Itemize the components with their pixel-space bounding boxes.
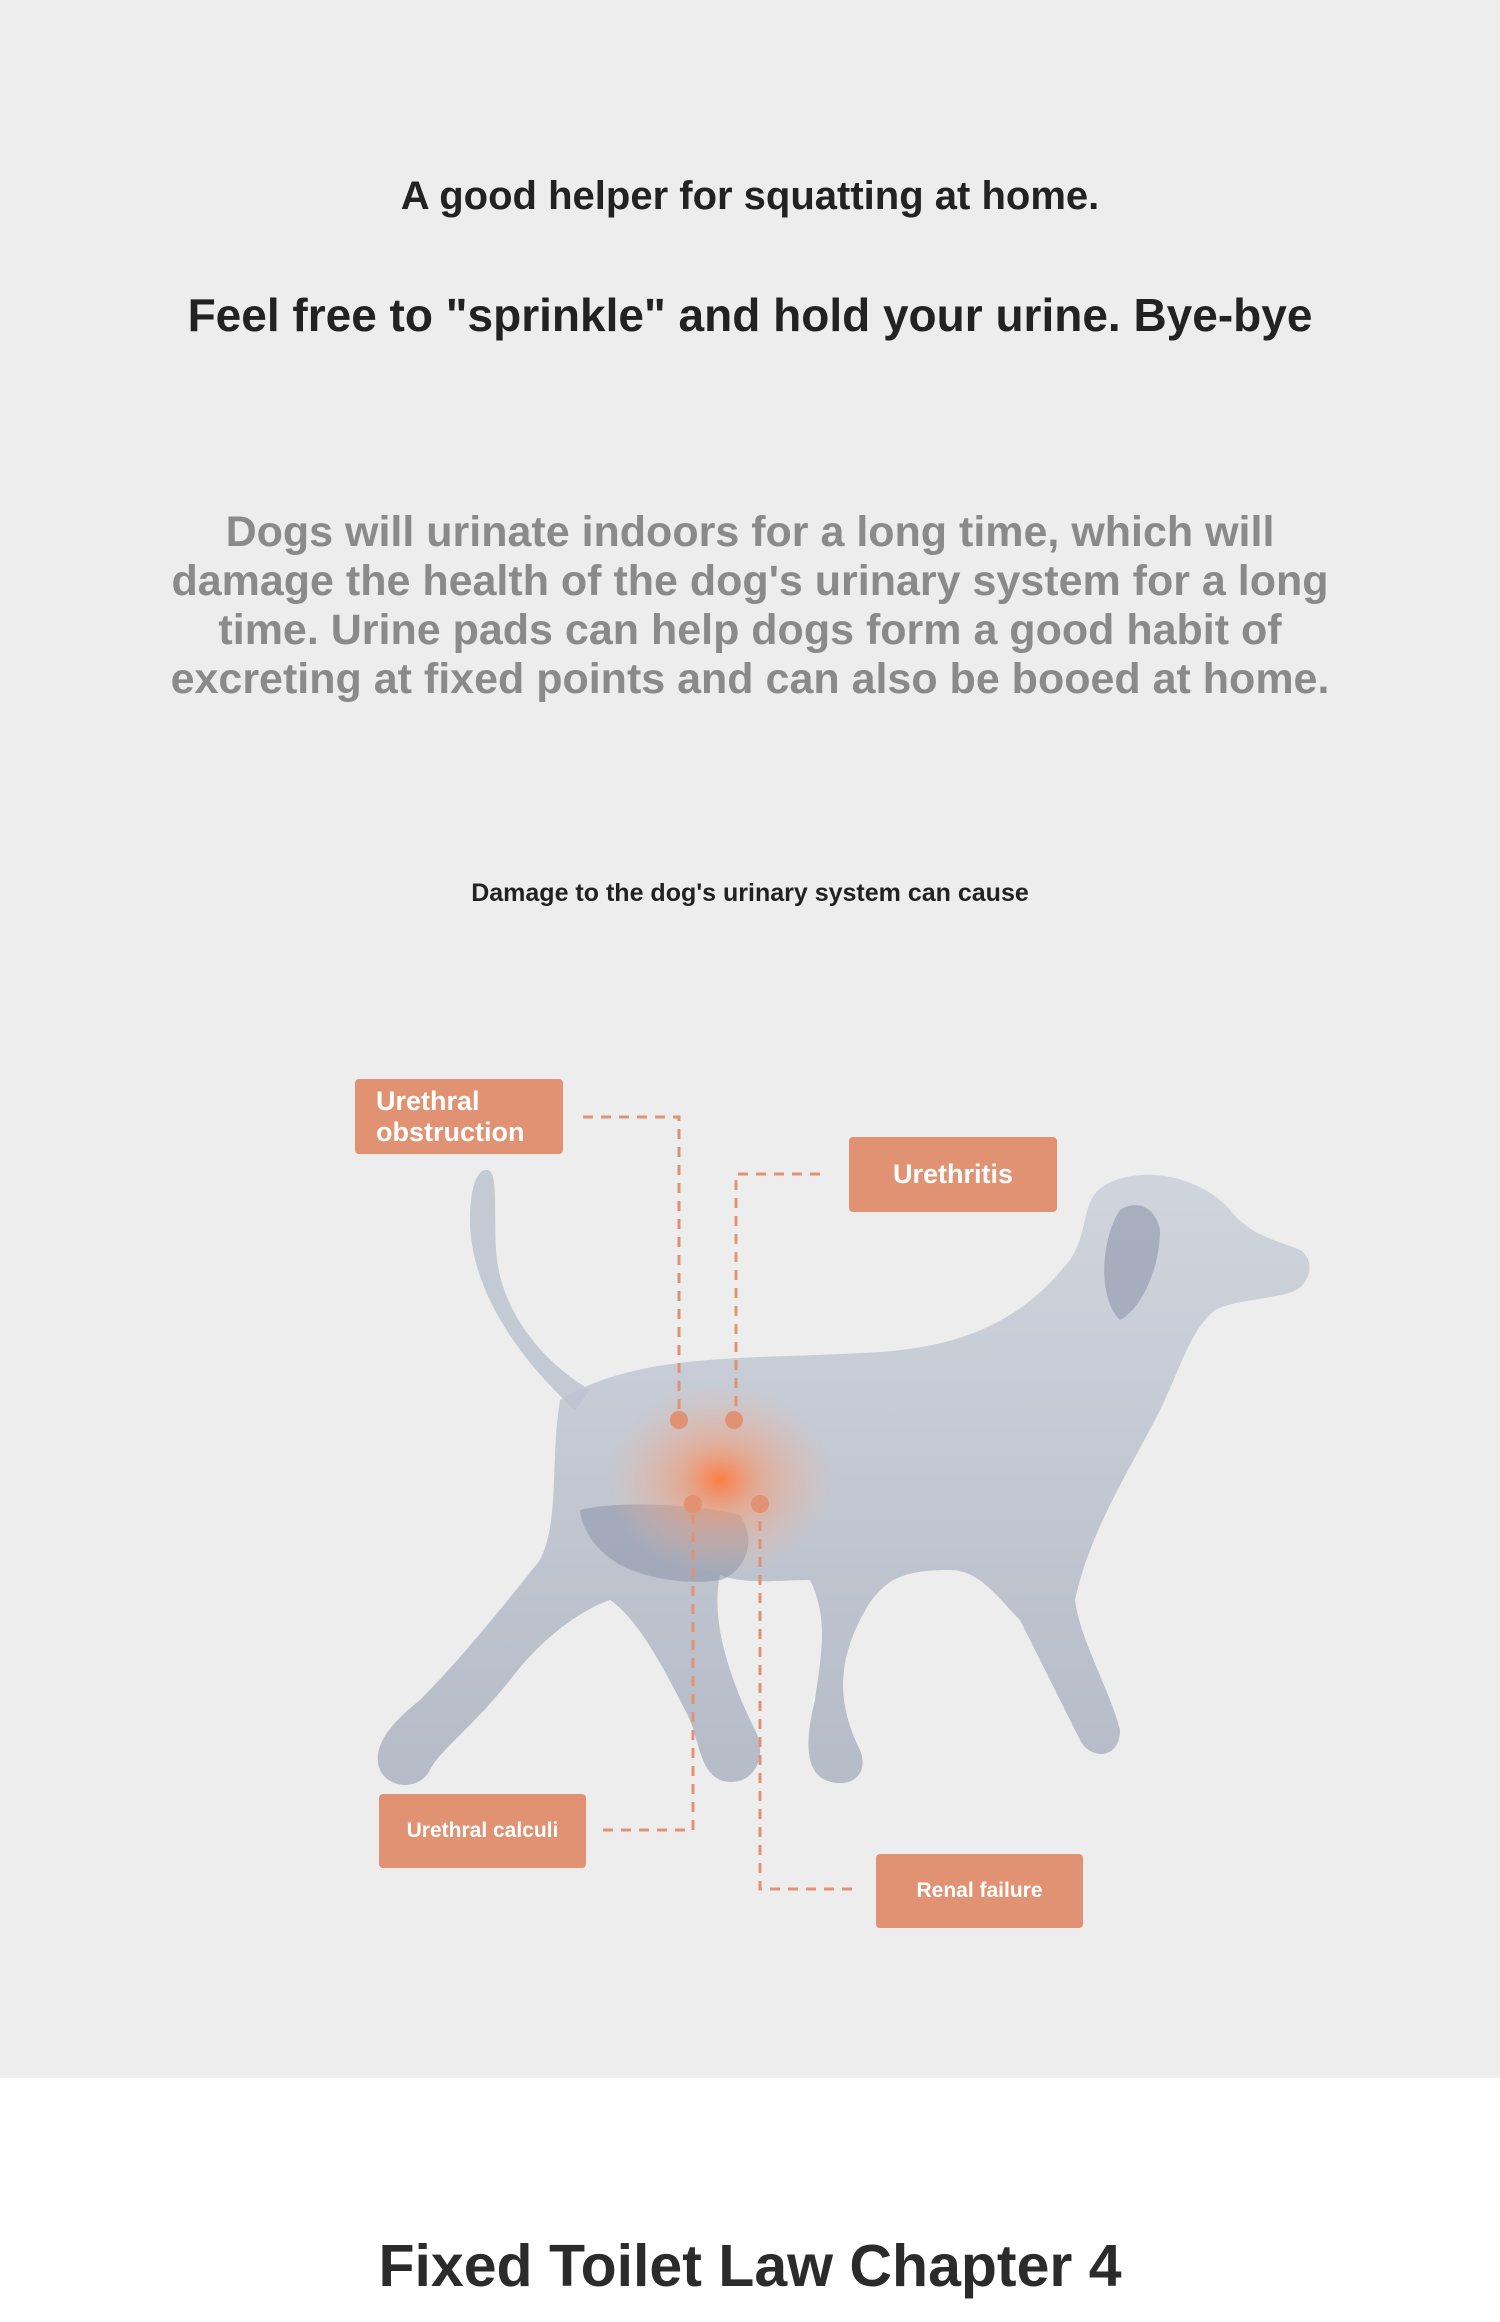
callout-urethral-obstruction	[355, 1079, 563, 1154]
callout-label: Urethritis	[892, 1159, 1014, 1189]
callout-label: Urethral calculi	[406, 1819, 559, 1842]
callout-urethritis	[849, 1137, 1057, 1212]
dog-illustration	[0, 1000, 1500, 1950]
callout-renal-failure	[876, 1854, 1083, 1928]
urinary-glow	[605, 1385, 835, 1575]
callout-label: obstruction	[376, 1116, 525, 1147]
intro-paragraph	[110, 508, 1390, 704]
callout-label: Urethral	[376, 1085, 480, 1116]
intro-line: damage the health of the dog's urinary system for a long	[171, 557, 1329, 605]
diagram-title: Damage to the dog's urinary system can cause	[471, 879, 1029, 907]
intro-line: time. Urine pads can help dogs form a good habit of	[218, 606, 1282, 654]
callout-label: Renal failure	[916, 1879, 1043, 1902]
intro-line: excreting at fixed points and can also be booed at home.	[170, 655, 1330, 703]
callout-urethral-calculi	[379, 1794, 586, 1868]
intro-line: Dogs will urinate indoors for a long time, which will	[225, 508, 1275, 556]
dog-tail-shape	[470, 1170, 590, 1410]
marker-dot	[725, 1411, 743, 1429]
headline-secondary: Feel free to "sprinkle" and hold your urine. Bye-bye	[187, 289, 1313, 341]
headline-primary: A good helper for squatting at home.	[400, 174, 1100, 218]
dog-body-shape	[378, 1175, 1310, 1785]
chapter-title: Fixed Toilet Law Chapter 4	[378, 2233, 1122, 2299]
